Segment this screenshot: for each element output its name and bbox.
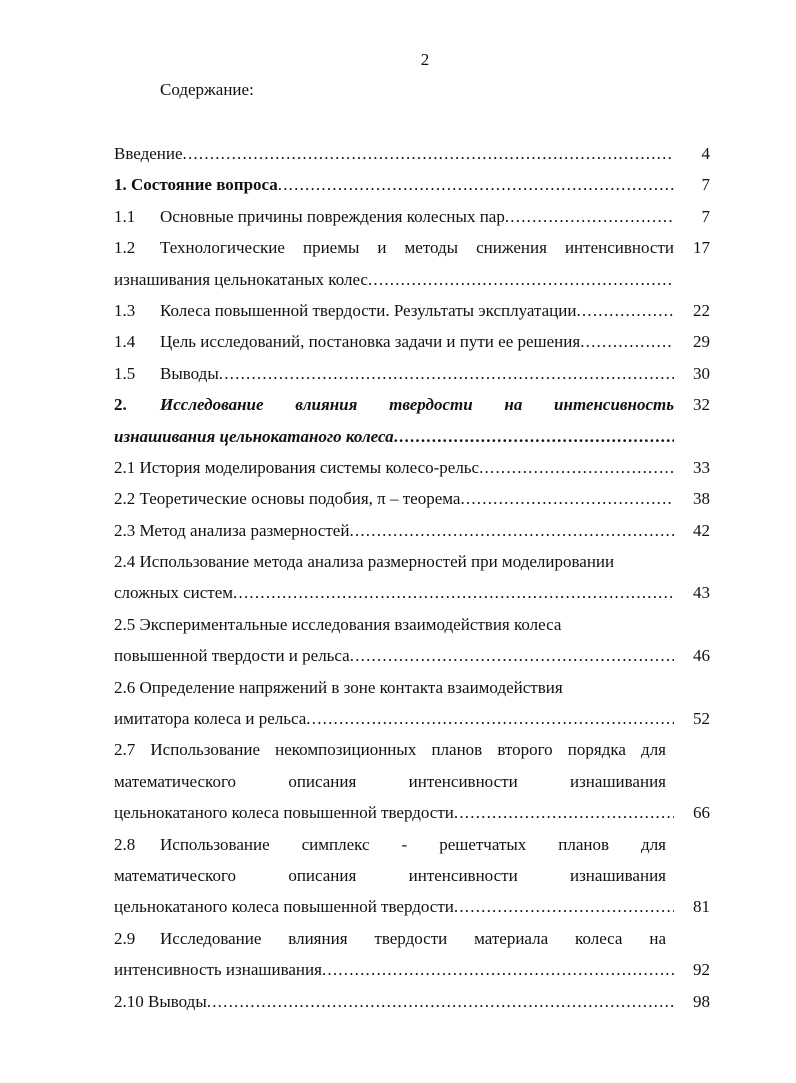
dot-leader — [394, 421, 674, 452]
toc-entry-2-9 — [114, 923, 710, 954]
toc-entry-intro — [114, 138, 710, 169]
toc-entry-1-2 — [114, 232, 710, 263]
toc-entry-title: Введение — [114, 144, 183, 163]
toc-heading: Содержание: — [160, 80, 254, 99]
toc-entry-title: Технологические приемы и методы снижения интенсивности — [160, 238, 674, 258]
toc-entry-title: Колеса повышенной твердости. Результаты эксплуатации — [160, 300, 577, 320]
dot-leader — [576, 295, 674, 326]
toc-entry-page: 38 — [693, 489, 710, 509]
dot-leader — [349, 515, 674, 546]
toc-entry-title: Исследование влияния твердости на интенсивность — [160, 395, 674, 415]
dot-leader — [368, 264, 674, 295]
toc-entry-title: 2.7 Использование некомпозиционных планов второго порядка для — [114, 740, 666, 760]
toc-entry-title-cont: сложных систем — [114, 583, 234, 603]
toc-entry-page: 7 — [701, 206, 710, 226]
toc-entry-number: 1.3 — [114, 300, 136, 320]
toc-entry-2-8-cont — [114, 860, 710, 891]
toc-entry-title: 2.3 Метод анализа размерностей — [114, 520, 350, 540]
dot-leader — [479, 452, 674, 483]
toc-entry-title-cont: цельнокатаного колеса повышенной твердости — [114, 803, 454, 823]
toc-entry-title: 2.10 Выводы — [114, 991, 207, 1011]
toc-entry-page: 81 — [693, 897, 710, 917]
toc-entry-2-7-cont2 — [114, 797, 710, 828]
toc-entry-page: 46 — [693, 646, 710, 666]
dot-leader — [233, 577, 674, 608]
toc-entry-2-3 — [114, 515, 710, 546]
toc-entry-title: 2.4 Использование метода анализа размерностей при моделировании — [114, 552, 615, 572]
toc-entry-page: 7 — [701, 175, 710, 195]
dot-leader — [350, 640, 674, 671]
dot-leader — [505, 201, 674, 232]
toc-entry-number: 2.8 — [114, 834, 136, 854]
toc-entry-title-cont: имитатора колеса и рельса — [114, 709, 307, 729]
dot-leader — [460, 483, 674, 514]
toc-entry-title-cont: изнашивания цельнокатаных колес — [114, 269, 368, 289]
toc-entry-1-1 — [114, 201, 710, 232]
toc-entry-title-cont: математического описания интенсивности изнашивания — [114, 865, 666, 885]
toc-entry-2-5-cont — [114, 640, 710, 671]
toc-entry-title: 2.2 Теоретические основы подобия, π – теорема — [114, 489, 461, 509]
toc-entry-2-10 — [114, 986, 710, 1017]
toc-entry-title: Цель исследований, постановка задачи и пути ее решения — [160, 332, 581, 352]
toc-entry-2-5 — [114, 609, 710, 640]
dot-leader — [207, 986, 674, 1017]
toc-entry-1-4 — [114, 326, 710, 357]
toc-entry-2-6-cont — [114, 703, 710, 734]
dot-leader — [322, 954, 674, 985]
toc-entry-page: 4 — [701, 144, 710, 163]
toc-entry-2-4 — [114, 546, 710, 577]
toc-entry-title: Основные причины повреждения колесных пар — [160, 206, 505, 226]
toc-entry-page: 33 — [693, 457, 710, 477]
toc-entry-page: 42 — [693, 520, 710, 540]
toc-entry-title: 2.1 История моделирования системы колесо-рельс — [114, 457, 480, 477]
toc-entry-2-7-cont — [114, 766, 710, 797]
dot-leader — [183, 138, 674, 169]
toc-entry-chapter-2 — [114, 389, 710, 420]
toc-entry-page: 17 — [693, 238, 710, 258]
toc-entry-2-7 — [114, 734, 710, 765]
table-of-contents — [114, 138, 710, 1017]
toc-entry-2-2 — [114, 483, 710, 514]
dot-leader — [306, 703, 674, 734]
dot-leader — [278, 169, 674, 200]
toc-entry-page: 29 — [693, 332, 710, 352]
toc-entry-title-cont: изнашивания цельнокатаного колеса — [114, 426, 394, 446]
toc-entry-title: 2.6 Определение напряжений в зоне контакта взаимодействия — [114, 677, 563, 697]
toc-entry-2-6 — [114, 672, 710, 703]
toc-entry-page: 32 — [693, 395, 710, 415]
toc-entry-title-cont: математического описания интенсивности изнашивания — [114, 771, 666, 791]
dot-leader — [580, 326, 674, 357]
dot-leader — [454, 891, 674, 922]
toc-entry-2-9-cont — [114, 954, 710, 985]
toc-entry-number: 1.4 — [114, 332, 136, 352]
toc-entry-number: 2.9 — [114, 928, 136, 948]
toc-entry-1-2-cont — [114, 264, 710, 295]
toc-entry-2-1 — [114, 452, 710, 483]
toc-entry-page: 30 — [693, 363, 710, 383]
toc-entry-2-4-cont — [114, 577, 710, 608]
toc-entry-page: 52 — [693, 709, 710, 729]
toc-entry-title-cont: повышенной твердости и рельса — [114, 646, 350, 666]
toc-entry-page: 66 — [693, 803, 710, 823]
toc-entry-page: 22 — [693, 300, 710, 320]
toc-entry-title: 1. Состояние вопроса — [114, 175, 278, 195]
toc-entry-page: 98 — [693, 991, 710, 1011]
dot-leader — [454, 797, 674, 828]
dot-leader — [219, 358, 674, 389]
toc-entry-number: 1.5 — [114, 363, 136, 383]
toc-entry-1-5 — [114, 358, 710, 389]
toc-entry-title-cont: интенсивность изнашивания — [114, 960, 322, 980]
page-number: 2 — [420, 50, 430, 69]
toc-entry-number: 1.2 — [114, 238, 136, 258]
toc-entry-title: Использование симплекс - решетчатых планов для — [160, 834, 666, 854]
toc-entry-chapter-2-cont — [114, 421, 710, 452]
toc-entry-chapter-1 — [114, 169, 710, 200]
toc-entry-title: 2.5 Экспериментальные исследования взаимодействия колеса — [114, 614, 562, 634]
toc-entry-title: Исследование влияния твердости материала колеса на — [160, 928, 666, 948]
toc-entry-number: 2. — [114, 395, 127, 415]
toc-entry-page: 43 — [693, 583, 710, 603]
toc-entry-title: Выводы — [160, 363, 219, 383]
toc-entry-2-8-cont2 — [114, 891, 710, 922]
toc-entry-title-cont: цельнокатаного колеса повышенной твердости — [114, 897, 454, 917]
toc-entry-1-3 — [114, 295, 710, 326]
toc-entry-page: 92 — [693, 960, 710, 980]
toc-entry-2-8 — [114, 829, 710, 860]
toc-entry-number: 1.1 — [114, 206, 136, 226]
